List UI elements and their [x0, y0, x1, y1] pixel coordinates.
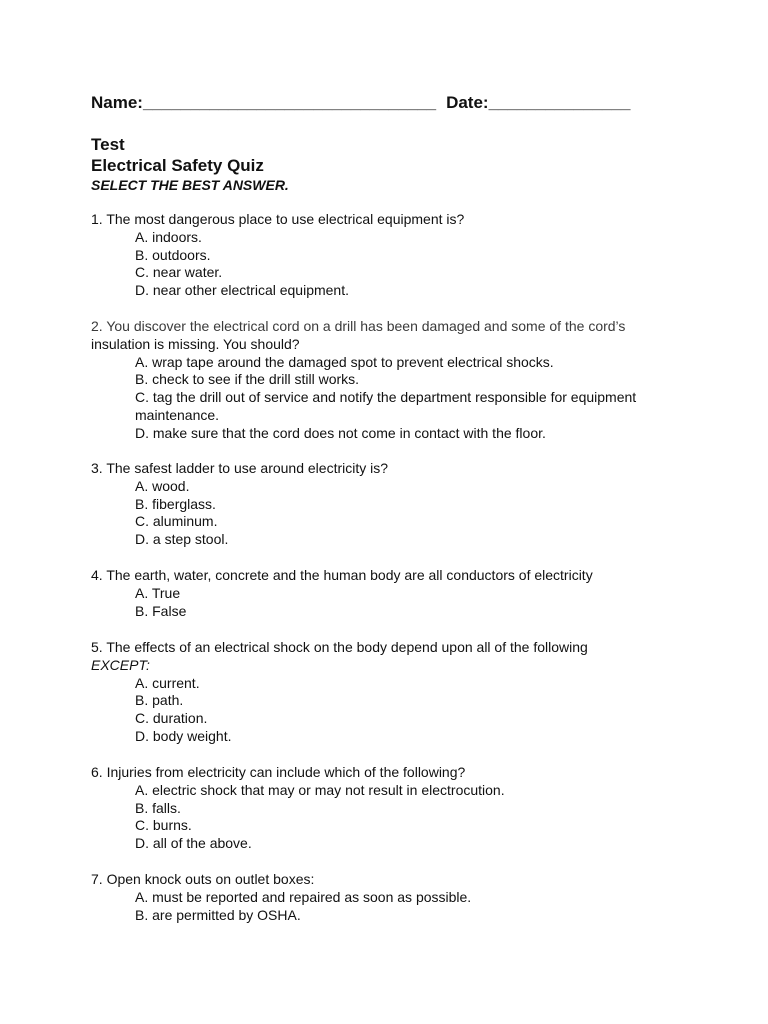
answer-option: D. near other electrical equipment. [135, 282, 349, 299]
quiz-title: Electrical Safety Quiz [91, 156, 264, 175]
answer-option: B. outdoors. [135, 246, 211, 263]
question-1 [91, 211, 691, 300]
answer-options [91, 585, 691, 621]
header-line [91, 93, 630, 113]
name-label: Name: [91, 93, 143, 112]
answer-options [91, 782, 691, 853]
question-5 [91, 639, 691, 746]
answer-option: A. current. [135, 674, 200, 691]
title-block [91, 134, 289, 194]
answer-option: A. wrap tape around the damaged spot to prevent electrical shocks. [135, 353, 554, 370]
answer-option: B. path. [135, 692, 184, 709]
answer-option: D. all of the above. [135, 835, 252, 852]
answer-option: A. electric shock that may or may not result in electrocution. [135, 781, 505, 798]
answer-option: A. wood. [135, 477, 190, 494]
answer-option: C. aluminum. [135, 513, 218, 530]
answer-option: A. must be reported and repaired as soon as possible. [135, 888, 472, 905]
answer-option: C. near water. [135, 264, 223, 281]
question-stem-emphasis: EXCEPT: [91, 656, 150, 673]
question-stem: 2. You discover the electrical cord on a drill has been damaged and some of the cord’s [91, 318, 626, 334]
question-stem: 1. The most dangerous place to use electrical equipment is? [91, 211, 465, 227]
answer-options [91, 675, 691, 746]
date-blank: _______________ [488, 93, 631, 112]
question-stem-continued: insulation is missing. You should? [91, 335, 300, 352]
answer-options [91, 478, 691, 549]
test-title: Test [91, 135, 125, 154]
answer-option: C. burns. [135, 817, 192, 834]
answer-option: D. body weight. [135, 727, 232, 744]
answer-option: B. falls. [135, 799, 181, 816]
answer-options [91, 229, 691, 300]
question-stem: 3. The safest ladder to use around electricity is? [91, 460, 389, 476]
question-stem: 4. The earth, water, concrete and the human body are all conductors of electricity [91, 567, 593, 583]
answer-options [91, 889, 691, 925]
question-6 [91, 764, 691, 853]
answer-option: C. tag the drill out of service and notify the department responsible for equipment maintenance. [135, 389, 637, 423]
question-stem: 5. The effects of an electrical shock on the body depend upon all of the following [91, 639, 588, 655]
answer-option: B. are permitted by OSHA. [135, 906, 301, 923]
answer-options [91, 354, 691, 443]
answer-option: D. a step stool. [135, 531, 229, 548]
question-3 [91, 460, 691, 549]
answer-option: B. check to see if the drill still works. [135, 371, 360, 388]
answer-option: B. False [135, 602, 187, 619]
question-stem: 6. Injuries from electricity can include which of the following? [91, 764, 466, 780]
question-stem: 7. Open knock outs on outlet boxes: [91, 871, 315, 887]
question-7 [91, 871, 691, 924]
instruction-text: SELECT THE BEST ANSWER. [91, 177, 289, 193]
answer-option: A. True [135, 584, 181, 601]
answer-option: A. indoors. [135, 228, 202, 245]
name-blank: _______________________________ [142, 93, 437, 112]
question-4 [91, 567, 691, 620]
date-label: Date: [446, 93, 489, 112]
answer-option: D. make sure that the cord does not come in contact with the floor. [135, 424, 546, 441]
answer-option: C. duration. [135, 710, 208, 727]
question-2 [91, 318, 691, 443]
answer-option: B. fiberglass. [135, 495, 216, 512]
